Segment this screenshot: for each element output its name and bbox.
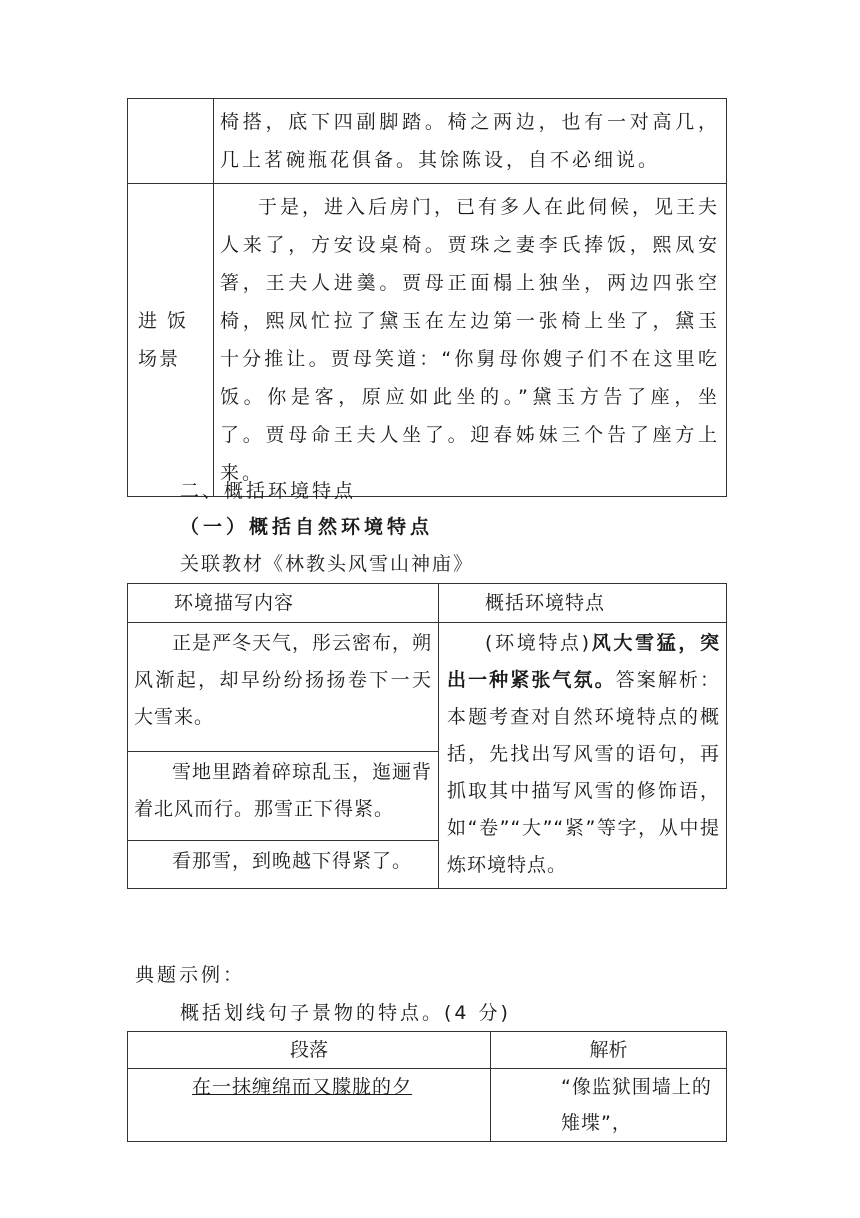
related-text: 关联教材《林教头风雪山神庙》 xyxy=(180,553,475,575)
header-cell: 段落 xyxy=(128,1032,491,1069)
analysis-text: 答案解析：本题考查对自然环境特点的概括，先找出写风雪的语句，再抓取其中描写风雪的修饰语，如“卷”“大”“紧”等字，从中提炼环境特点。 xyxy=(447,669,720,876)
table-row xyxy=(128,184,727,497)
env-description: 看那雪，到晚越下得紧了。 xyxy=(172,849,413,872)
table-row xyxy=(128,99,727,184)
analysis-prefix: (环境特点) xyxy=(485,632,591,654)
scene-table xyxy=(127,98,727,497)
example-label: 典题示例： xyxy=(135,964,246,986)
table-header-row xyxy=(128,1032,727,1069)
row-text: 椅搭，底下四副脚踏。椅之两边，也有一对高几，几上茗碗瓶花俱备。其馀陈设，自不必细说。 xyxy=(220,111,720,171)
env-description: 正是严冬天气，彤云密布，朔风渐起，却早纷纷扬扬卷下一天大雪来。 xyxy=(134,632,433,728)
analysis-answer: 风大雪猛，突出一种紧张气氛。 xyxy=(447,632,720,691)
header-cell: 概括环境特点 xyxy=(439,584,727,623)
table-row xyxy=(128,1069,727,1142)
table-row xyxy=(128,623,727,752)
table-header-row xyxy=(128,584,727,623)
analysis-cell: “像监狱围墙上的雉堞”， xyxy=(491,1069,727,1142)
env-analysis xyxy=(439,623,726,888)
section-heading: 二、概括环境特点 xyxy=(180,480,357,502)
subsection-heading: （一）概括自然环境特点 xyxy=(180,516,434,538)
row-label xyxy=(128,99,214,184)
environment-table xyxy=(127,583,727,889)
header-cell: 环境描写内容 xyxy=(128,584,439,623)
row-text: 于是，进入后房门，已有多人在此伺候，见王夫人来了，方安设桌椅。贾珠之妻李氏捧饭，熙凤安箸，王夫人进羹。贾母正面榻上独坐，两边四张空椅，熙凤忙拉了黛玉在左边第一张椅上坐了，黛玉十分推让。贾母笑道：“你舅母你嫂子们不在这里吃饭。你是客，原应如此坐的。”黛玉方告了座，坐了。贾母命王夫人坐了。迎春姊妹三个告了座方上来。 xyxy=(220,196,721,484)
example-question: 概括划线句子景物的特点。(4 分) xyxy=(180,1002,511,1024)
header-cell: 解析 xyxy=(491,1032,727,1069)
underlined-passage: 在一抹缠绵而又朦胧的夕 xyxy=(192,1076,413,1098)
env-description: 雪地里踏着碎琼乱玉，迤逦背着北风而行。那雪正下得紧。 xyxy=(134,761,433,821)
row-label: 进 饭 场景 xyxy=(128,184,214,497)
example-table xyxy=(127,1031,727,1142)
